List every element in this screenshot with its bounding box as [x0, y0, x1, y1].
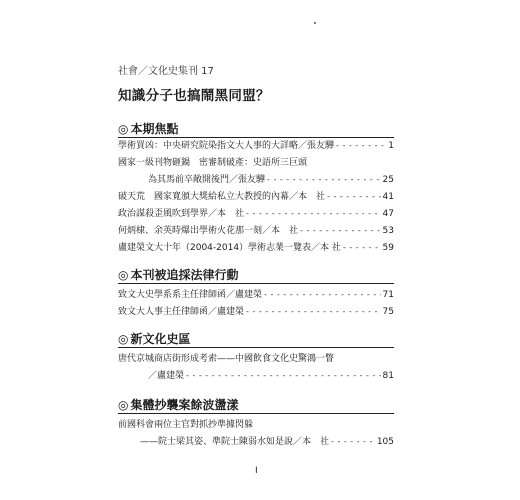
toc-entry-page: 41 — [382, 192, 394, 202]
toc-entry[interactable] — [118, 156, 394, 170]
toc-entry-title: 國家一級刊物砸鍋 密審制破產：史語所三巨頭 — [118, 158, 308, 168]
section-heading-new-culture — [118, 330, 191, 347]
section-heading-plagiarism — [118, 396, 239, 413]
section-bullet-icon: ◎ — [118, 121, 129, 136]
toc-entry[interactable] — [118, 241, 394, 255]
dot-leader — [246, 305, 381, 319]
toc-entry[interactable] — [118, 224, 394, 238]
section-bullet-icon: ◎ — [118, 267, 129, 282]
section-heading-focus — [118, 120, 179, 137]
toc-entry-title: ——院士梁其姿、準院士陳弱水如是說／本 社 — [140, 437, 330, 447]
page-number: I — [255, 466, 258, 476]
toc-entry[interactable] — [118, 288, 394, 302]
toc-entry[interactable] — [118, 418, 394, 432]
toc-entry-page: 81 — [382, 371, 394, 381]
section-bullet-icon: ◎ — [118, 397, 129, 412]
toc-entry[interactable] — [118, 190, 394, 204]
toc-entry-title: 學術買凶：中央研究院染指文大人事的大詳略／張友驊 — [118, 141, 335, 151]
dot-leader — [336, 139, 386, 153]
toc-entry-page: 25 — [382, 175, 394, 185]
toc-entry-title: 致文大史學系系主任律師函／盧建榮 — [118, 290, 263, 300]
toc-entry-title: 何炳棣、余英時爆出學術火花那一刻／本 社 — [118, 226, 299, 236]
dot-leader — [343, 241, 381, 255]
dot-leader — [267, 173, 381, 187]
section-heading-text: 新文化史區 — [130, 332, 191, 346]
section-heading-text: 集體抄襲案餘波盪漾 — [130, 398, 239, 412]
section-rule — [118, 413, 394, 414]
dot-leader — [327, 190, 381, 204]
toc-entry-page: 47 — [382, 209, 394, 219]
toc-entry-title: ／盧建榮 — [148, 371, 185, 381]
section-rule — [118, 347, 394, 348]
toc-entry-page: 59 — [382, 243, 394, 253]
section-heading-text: 本刊被追採法律行動 — [130, 268, 239, 282]
scan-speck — [314, 22, 316, 24]
section-bullet-icon: ◎ — [118, 331, 129, 346]
section-rule — [118, 283, 394, 284]
dot-leader — [246, 207, 381, 221]
section-heading-text: 本期焦點 — [130, 122, 179, 136]
dot-leader — [300, 224, 381, 238]
page-title: 知識分子也搞鬧黑同盟？ — [118, 88, 270, 104]
toc-entry-page: 75 — [382, 307, 394, 317]
toc-entry-title: 前國科會兩位主官對抓抄準據閃躲 — [118, 420, 254, 430]
toc-entry-title: 破天荒 國家寬頒大獎給私立大教授的內幕／本 社 — [118, 192, 326, 202]
dot-leader — [264, 288, 381, 302]
toc-entry-title: 政治謀殺歪風吹到學界／本 社 — [118, 209, 245, 219]
toc-entry-title: 唐代京城商店街形成考索——中國飲食文化史驚鴻一瞥 — [118, 354, 335, 364]
toc-entry-page: 105 — [376, 437, 394, 447]
dot-leader — [331, 435, 375, 449]
toc-entry-title: 盧建榮文大十年（2004-2014）學術志業一覽表／本 社 — [118, 243, 341, 253]
toc-entry-continuation[interactable] — [148, 173, 394, 187]
toc-entry[interactable] — [118, 305, 394, 319]
toc-entry-page: 71 — [382, 290, 394, 300]
toc-entry-title: 致文大人事主任律師函／盧建榮 — [118, 307, 245, 317]
toc-entry-page: 1 — [388, 141, 394, 151]
section-heading-legal — [118, 266, 239, 283]
toc-entry[interactable] — [118, 139, 394, 153]
toc-entry[interactable] — [118, 352, 394, 366]
series-label: 社會／文化史集刊 17 — [118, 66, 214, 77]
toc-entry-title: 為其馬前卒敞開後門／張友驊 — [148, 175, 266, 185]
dot-leader — [186, 369, 381, 383]
toc-entry-page: 53 — [382, 226, 394, 236]
toc-entry[interactable] — [118, 207, 394, 221]
toc-entry-continuation[interactable] — [148, 369, 394, 383]
toc-entry-continuation[interactable] — [140, 435, 394, 449]
section-rule — [118, 137, 394, 138]
